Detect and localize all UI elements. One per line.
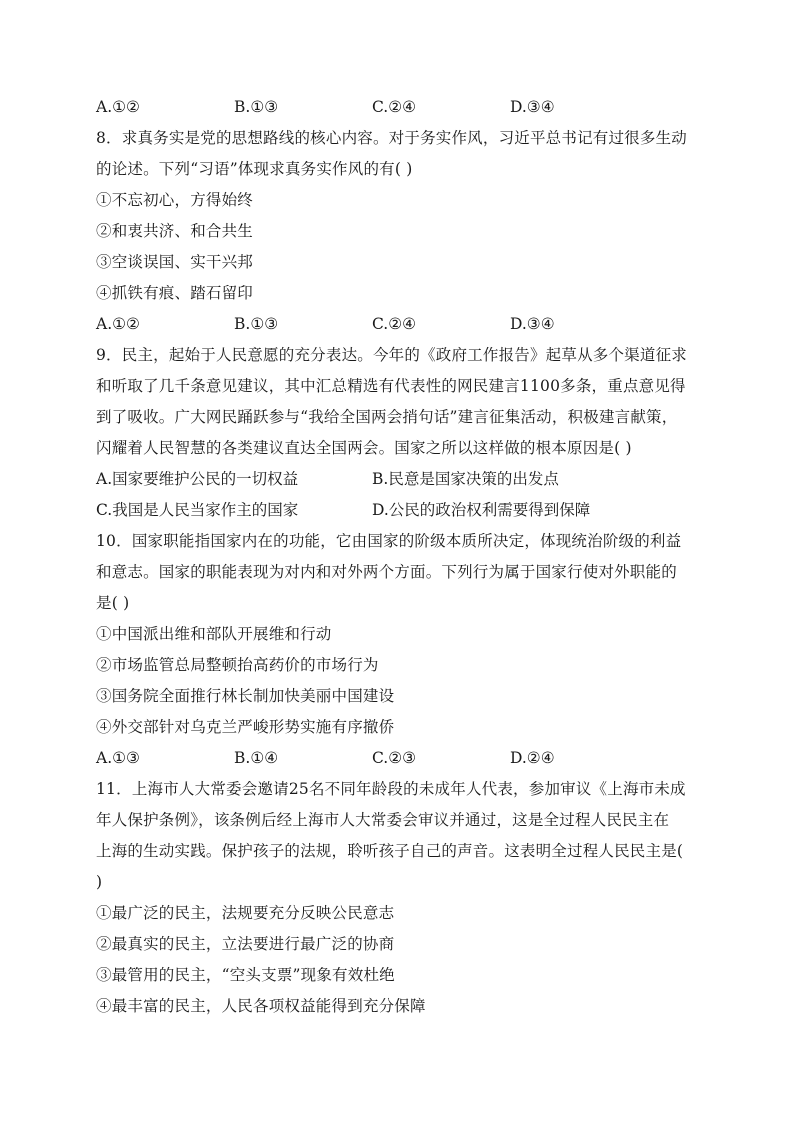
q7-option-d[interactable]: D.③④ [510, 98, 555, 116]
q9-stem-line: 和听取了几千条意见建议，其中汇总精选有代表性的网民建言1100多条，重点意见得 [96, 377, 686, 395]
q10-options [96, 743, 706, 774]
q9-option-a[interactable]: A.国家要维护公民的一切权益 [96, 470, 299, 488]
q9-options-row-1 [96, 464, 706, 495]
question-8 [96, 123, 706, 340]
question-9 [96, 340, 706, 526]
q8-item: ①不忘初心，方得始终 [96, 191, 254, 209]
q11-stem-line: 11．上海市人大常委会邀请25名不同年龄段的未成年人代表，参加审议《上海市未成 [96, 780, 686, 798]
question-11 [96, 774, 706, 1022]
q8-item: ④抓铁有痕、踏石留印 [96, 284, 254, 302]
q9-option-b[interactable]: B.民意是国家决策的出发点 [372, 470, 559, 488]
q11-item: ④最丰富的民主，人民各项权益能得到充分保障 [96, 997, 426, 1015]
q11-stem-line: 年人保护条例》，该条例后经上海市人大常委会审议并通过，这是全过程人民民主在 [96, 811, 670, 829]
q7-option-a[interactable]: A.①② [96, 98, 140, 116]
q10-stem-line: 10．国家职能指国家内在的功能，它由国家的阶级本质所决定，体现统治阶级的利益 [96, 532, 682, 550]
q11-item: ③最管用的民主，“空头支票”现象有效杜绝 [96, 966, 395, 984]
q11-item: ②最真实的民主，立法要进行最广泛的协商 [96, 935, 395, 953]
q10-option-c[interactable]: C.②③ [372, 749, 417, 767]
question-10 [96, 526, 706, 774]
q10-item: ①中国派出维和部队开展维和行动 [96, 625, 332, 643]
q8-stem-line: 8．求真务实是党的思想路线的核心内容。对于务实作风，习近平总书记有过很多生动 [96, 129, 687, 147]
q8-item: ②和衷共济、和合共生 [96, 222, 254, 240]
q9-stem-line: 闪耀着人民智慧的各类建议直达全国两会。国家之所以这样做的根本原因是( ) [96, 439, 632, 457]
q11-stem-line: 上海的生动实践。保护孩子的法规，聆听孩子自己的声音。这表明全过程人民民主是( [96, 842, 684, 860]
q9-option-d[interactable]: D.公民的政治权利需要得到保障 [372, 501, 591, 519]
q10-option-a[interactable]: A.①③ [96, 749, 140, 767]
q10-item: ③国务院全面推行林长制加快美丽中国建设 [96, 687, 395, 705]
q9-stem-line: 到了吸收。广大网民踊跃参与“我给全国两会捎句话”建言征集活动，积极建言献策， [96, 408, 678, 426]
q10-option-b[interactable]: B.①④ [234, 749, 279, 767]
q8-option-b[interactable]: B.①③ [234, 315, 279, 333]
q7-option-c[interactable]: C.②④ [372, 98, 417, 116]
q9-option-c[interactable]: C.我国是人民当家作主的国家 [96, 501, 299, 519]
q10-stem-line: 是( ) [96, 594, 130, 612]
exam-page [96, 92, 706, 1022]
q8-options [96, 309, 706, 340]
q10-option-d[interactable]: D.②④ [510, 749, 555, 767]
q11-item: ①最广泛的民主，法规要充分反映公民意志 [96, 904, 395, 922]
q10-stem-line: 和意志。国家的职能表现为对内和对外两个方面。下列行为属于国家行使对外职能的 [96, 563, 677, 581]
q8-stem-line: 的论述。下列“习语”体现求真务实作风的有( ) [96, 160, 413, 178]
q8-option-c[interactable]: C.②④ [372, 315, 417, 333]
q8-option-a[interactable]: A.①② [96, 315, 140, 333]
q10-item: ②市场监管总局整顿抬高药价的市场行为 [96, 656, 379, 674]
q7-option-b[interactable]: B.①③ [234, 98, 279, 116]
q8-option-d[interactable]: D.③④ [510, 315, 555, 333]
q10-item: ④外交部针对乌克兰严峻形势实施有序撤侨 [96, 718, 395, 736]
q7-options [96, 92, 706, 123]
q8-item: ③空谈误国、实干兴邦 [96, 253, 254, 271]
q11-stem-line: ) [96, 873, 103, 891]
q9-stem-line: 9．民主，起始于人民意愿的充分表达。今年的《政府工作报告》起草从多个渠道征求 [96, 346, 687, 364]
q9-options-row-2 [96, 495, 706, 526]
